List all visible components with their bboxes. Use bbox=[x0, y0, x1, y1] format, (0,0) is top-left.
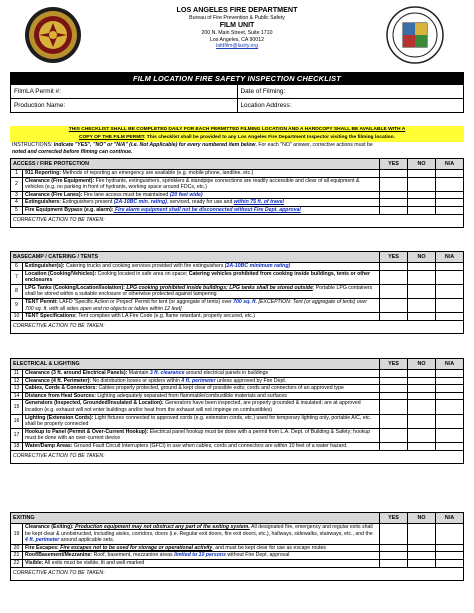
checklist-item: 7 Location (Cooking/Vehicles): Cooking located in safe area on space; Catering vehicles prohibited from cooking inside buildings, tents or other enclosures bbox=[11, 270, 464, 284]
no-cell[interactable] bbox=[408, 263, 436, 271]
na-cell[interactable] bbox=[436, 400, 464, 414]
daily-notice bbox=[10, 126, 464, 142]
na-cell[interactable] bbox=[436, 199, 464, 207]
letterhead-text bbox=[120, 6, 354, 49]
instructions-label: INSTRUCTIONS: bbox=[12, 142, 53, 148]
yes-cell[interactable] bbox=[380, 263, 408, 271]
na-cell[interactable] bbox=[436, 385, 464, 393]
col-no: NO bbox=[408, 252, 436, 263]
yes-cell[interactable] bbox=[380, 191, 408, 199]
col-na: N/A bbox=[436, 513, 464, 524]
na-cell[interactable] bbox=[436, 559, 464, 567]
department-name: LOS ANGELES FIRE DEPARTMENT bbox=[176, 5, 298, 14]
no-cell[interactable] bbox=[408, 270, 436, 284]
letterhead bbox=[0, 0, 474, 70]
checklist-item: 17 Hookup to Panel (Permit & Over-Current Hookup): Electrical panel hookup must be done with a permit from L.A. Dept. of Building & Safety; hookup must be done with an over-current device bbox=[11, 428, 464, 442]
na-cell[interactable] bbox=[436, 298, 464, 312]
na-cell[interactable] bbox=[436, 270, 464, 284]
no-cell[interactable] bbox=[408, 544, 436, 552]
na-cell[interactable] bbox=[436, 191, 464, 199]
no-cell[interactable] bbox=[408, 552, 436, 560]
na-cell[interactable] bbox=[436, 206, 464, 214]
yes-cell[interactable] bbox=[380, 524, 408, 545]
checklist-item: 14 Distance from Heat Sources: Lighting adequately separated from flammable/combustible materials and surfaces bbox=[11, 392, 464, 400]
na-cell[interactable] bbox=[436, 170, 464, 178]
yes-cell[interactable] bbox=[380, 177, 408, 191]
col-yes: YES bbox=[380, 359, 408, 370]
checklist-item: 3 Clearance (Fire Lanes): Fire lane access must be maintained (20 feet wide) bbox=[11, 191, 464, 199]
yes-cell[interactable] bbox=[380, 206, 408, 214]
yes-cell[interactable] bbox=[380, 270, 408, 284]
filming-date-field[interactable]: Date of Filming: bbox=[237, 85, 464, 98]
yes-cell[interactable] bbox=[380, 552, 408, 560]
yes-cell[interactable] bbox=[380, 298, 408, 312]
production-name-field[interactable]: Production Name: bbox=[14, 102, 66, 109]
na-cell[interactable] bbox=[436, 552, 464, 560]
notice-line1a: THIS CHECKLIST SHALL BE COMPLETED DAILY FOR EACH PERMITTED FILMING LOCATION bbox=[68, 127, 289, 132]
corrective-action-field[interactable]: CORRECTIVE ACTION TO BE TAKEN: bbox=[11, 567, 464, 580]
col-yes: YES bbox=[380, 513, 408, 524]
section-electrical bbox=[10, 358, 464, 464]
yes-cell[interactable] bbox=[380, 370, 408, 378]
no-cell[interactable] bbox=[408, 400, 436, 414]
checklist-item: 5 Fire Equipment Bypass (e.g. alarm): Fire alarm equipment shall not be disconnected without Fire Dept. approval bbox=[11, 206, 464, 214]
no-cell[interactable] bbox=[408, 414, 436, 428]
na-cell[interactable] bbox=[436, 524, 464, 545]
na-cell[interactable] bbox=[436, 284, 464, 298]
checklist-item: 8 LPG Tanks (Cooking/Location/Isolation): LPG cooking prohibited inside buildings; LPG tanks shall be stored outside; Portable LPG containers shall be stored within a suitable enclosure or otherwise protected against tampering bbox=[11, 284, 464, 298]
yes-cell[interactable] bbox=[380, 199, 408, 207]
yes-cell[interactable] bbox=[380, 313, 408, 321]
unit-name: FILM UNIT bbox=[219, 21, 255, 29]
info-grid bbox=[10, 85, 464, 113]
yes-cell[interactable] bbox=[380, 442, 408, 450]
checklist-item: 9 TENT Permit: LAFD 'Specific Action or Project' Permit for tent (or aggregate of tents) over 700 sq. ft. [EXCEPTION: Tent (or aggregate of tents) over 700 sq. ft. with all sides open and no objects or tables within 12 feet] bbox=[11, 298, 464, 312]
location-address-field[interactable]: Location Address: bbox=[237, 99, 464, 112]
na-cell[interactable] bbox=[436, 414, 464, 428]
city-address: Los Angeles, CA 90012 bbox=[210, 36, 264, 43]
no-cell[interactable] bbox=[408, 442, 436, 450]
notice-line1b: AND A HARDCOPY SHALL BE AVAILABLE WITH A bbox=[288, 127, 406, 132]
checklist-item: 18 Water/Damp Areas: Ground Fault Circuit Interrupters (GFCI) in use when cables, cords and connectors are within 10 feet of a water hazard. bbox=[11, 442, 464, 450]
checklist-item: 2 Clearance (Fire Equipment): Fire hydrants, extinguishers, sprinklers & standpipe connections are readily accessible and clear of all equipment & vehicles (e.g. no parking in front of hydrants, working space around FDCs, etc.) bbox=[11, 177, 464, 191]
yes-cell[interactable] bbox=[380, 559, 408, 567]
no-cell[interactable] bbox=[408, 170, 436, 178]
no-cell[interactable] bbox=[408, 284, 436, 298]
no-cell[interactable] bbox=[408, 385, 436, 393]
na-cell[interactable] bbox=[436, 442, 464, 450]
yes-cell[interactable] bbox=[380, 428, 408, 442]
checklist-item: 10 TENT Specifications: Tent complies with LA Fire Code (e.g. flame retardant, properly secured, etc.) bbox=[11, 313, 464, 321]
section-title: BASECAMP / CATERING / TENTS bbox=[11, 252, 380, 263]
checklist-item: 13 Cables, Cords & Connectors: Cables properly protected, ground & kept clear of possible exits; cords and connectors of an approved type bbox=[11, 385, 464, 393]
checklist-item: 19 Clearance (Exiting): Production equipment may not obstruct any part of the exiting system. All designated fire, emergency and regular exits shall be kept clear & unobstructed, including aisles, corridors, doors (i.e. Regular exit doors, fire exit doors, etc.), hallways, sidewalks, stairways, etc., and the 4 ft. perimeter around applicable sets. bbox=[11, 524, 464, 545]
checklist-item: 16 Lighting (Extension Cords): Light fixtures connected to approved cords (e.g. extension cords, etc.) used for temporary lighting only, portable A/C, etc. shall be properly connected bbox=[11, 414, 464, 428]
yes-cell[interactable] bbox=[380, 544, 408, 552]
yes-cell[interactable] bbox=[380, 392, 408, 400]
bureau-name: Bureau of Fire Prevention & Public Safety bbox=[189, 14, 285, 21]
na-cell[interactable] bbox=[436, 313, 464, 321]
instructions-text2: . For each "NO" answer, corrective actions must be bbox=[255, 142, 373, 148]
corrective-action-field[interactable]: CORRECTIVE ACTION TO BE TAKEN: bbox=[11, 214, 464, 227]
checklist-item: 15 Generators (Inspected, Grounded/Insulated & Location): Generators have been inspected, are properly grounded & insulated; are at approved location (e.g. exhaust will not enter buildings and/or heat from the exhaust will not impinge on combustibles) bbox=[11, 400, 464, 414]
na-cell[interactable] bbox=[436, 377, 464, 385]
email-link[interactable]: lafdfilm@lacity.org bbox=[215, 42, 259, 49]
instructions-text3: noted and corrected before filming can continue. bbox=[12, 149, 133, 155]
col-na: N/A bbox=[436, 359, 464, 370]
no-cell[interactable] bbox=[408, 313, 436, 321]
no-cell[interactable] bbox=[408, 377, 436, 385]
checklist-item: 12 Clearance (4 ft. Perimeter): No distribution boxes or spiders within 4 ft. perimeter unless approved by Fire Dept. bbox=[11, 377, 464, 385]
no-cell[interactable] bbox=[408, 199, 436, 207]
street-address: 200 N. Main Street, Suite 1710 bbox=[201, 30, 273, 37]
na-cell[interactable] bbox=[436, 544, 464, 552]
instructions-text1: Indicate "YES", "NO" or "N/A" (i.e. Not Applicable) for every numbered item below bbox=[52, 142, 256, 148]
section-title: EXITING bbox=[11, 513, 380, 524]
section-title: ELECTRICAL & LIGHTING bbox=[11, 359, 380, 370]
no-cell[interactable] bbox=[408, 370, 436, 378]
col-yes: YES bbox=[380, 252, 408, 263]
section-exiting bbox=[10, 512, 464, 581]
notice-line2b: . This checklist shall be provided to any Los Angeles Fire Department Inspector visiting the filming location. bbox=[144, 135, 396, 140]
checklist-item: 1 911 Reporting: Methods of reporting an emergency are available (e.g. mobile phone, landline, etc.) bbox=[11, 170, 464, 178]
section-title: ACCESS / FIRE PROTECTION bbox=[11, 159, 380, 170]
na-cell[interactable] bbox=[436, 177, 464, 191]
yes-cell[interactable] bbox=[380, 284, 408, 298]
no-cell[interactable] bbox=[408, 392, 436, 400]
yes-cell[interactable] bbox=[380, 385, 408, 393]
na-cell[interactable] bbox=[436, 370, 464, 378]
no-cell[interactable] bbox=[408, 206, 436, 214]
permit-field[interactable]: FilmLA Permit #: bbox=[14, 88, 61, 95]
section-access bbox=[10, 158, 464, 228]
col-yes: YES bbox=[380, 159, 408, 170]
form-title: FILM LOCATION FIRE SAFETY INSPECTION CHECKLIST bbox=[10, 72, 464, 85]
yes-cell[interactable] bbox=[380, 414, 408, 428]
city-seal-icon bbox=[386, 6, 444, 64]
no-cell[interactable] bbox=[408, 177, 436, 191]
col-no: NO bbox=[408, 359, 436, 370]
corrective-action-field[interactable]: CORRECTIVE ACTION TO BE TAKEN: bbox=[11, 320, 464, 333]
na-cell[interactable] bbox=[436, 392, 464, 400]
corrective-action-field[interactable]: CORRECTIVE ACTION TO BE TAKEN: bbox=[11, 450, 464, 463]
lafd-seal-icon bbox=[24, 6, 82, 64]
checklist-item: 20 Fire Escapes: Fire escapes not to be used for storage or operational activity, and must be kept clear for use as escape routes bbox=[11, 544, 464, 552]
checklist-item: 21 Roof/Basement/Mezzanine: Roof, basement, mezzanine areas limited to 10 persons without Fire Dept. approval bbox=[11, 552, 464, 560]
col-na: N/A bbox=[436, 159, 464, 170]
notice-line2a: COPY OF THE FILM PERMIT bbox=[78, 135, 145, 140]
yes-cell[interactable] bbox=[380, 170, 408, 178]
checklist-item: 4 Extinguishers: Extinguishers present (2A-10BC min. rating), serviced, ready for use and within 75 ft. of travel bbox=[11, 199, 464, 207]
col-no: NO bbox=[408, 159, 436, 170]
yes-cell[interactable] bbox=[380, 400, 408, 414]
section-basecamp bbox=[10, 251, 464, 334]
col-na: N/A bbox=[436, 252, 464, 263]
no-cell[interactable] bbox=[408, 524, 436, 545]
checklist-item: 6 Extinguisher(s): Catering trucks and cooking services provided with fire extinguishers (2A-10BC minimum rating) bbox=[11, 263, 464, 271]
checklist-item: 11 Clearance (3 ft. around Electrical Panels): Maintain 3 ft. clearance around electrical panels in buildings bbox=[11, 370, 464, 378]
no-cell[interactable] bbox=[408, 298, 436, 312]
na-cell[interactable] bbox=[436, 428, 464, 442]
no-cell[interactable] bbox=[408, 428, 436, 442]
no-cell[interactable] bbox=[408, 191, 436, 199]
col-no: NO bbox=[408, 513, 436, 524]
na-cell[interactable] bbox=[436, 263, 464, 271]
no-cell[interactable] bbox=[408, 559, 436, 567]
yes-cell[interactable] bbox=[380, 377, 408, 385]
checklist-item: 22 Visible: All exits must be visible, lit and well-marked bbox=[11, 559, 464, 567]
instructions bbox=[10, 142, 464, 156]
